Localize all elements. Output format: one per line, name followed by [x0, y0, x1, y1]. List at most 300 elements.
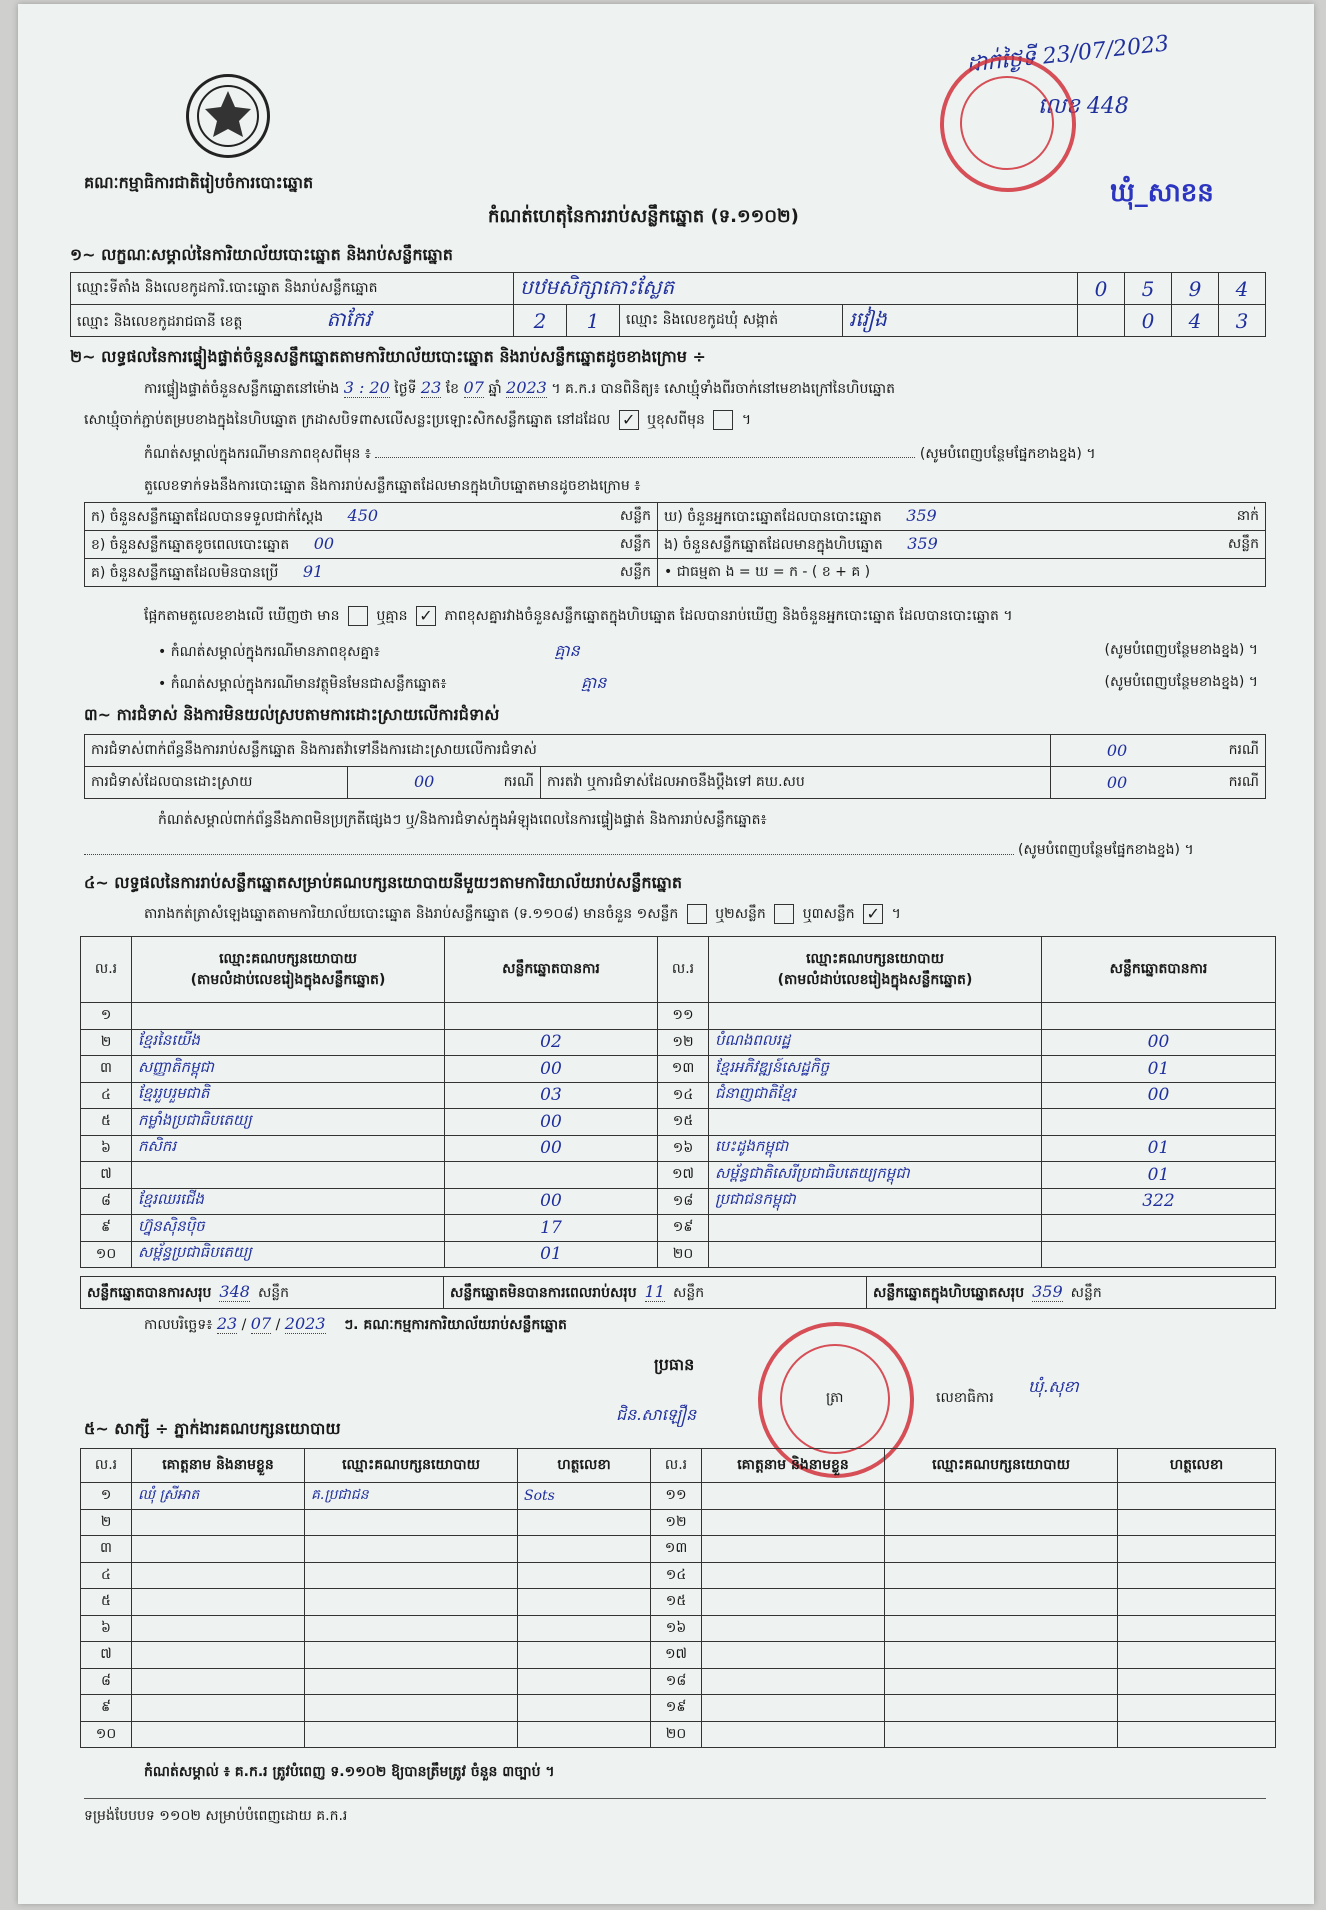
- col-party-sub-right: (តាមលំដាប់លេខរៀងក្នុងសន្លឹកឆ្នោត): [777, 971, 973, 988]
- party-name: បំណងពលរដ្ឋ: [709, 1029, 1042, 1056]
- witness-row-no: ១០: [81, 1721, 132, 1748]
- witness-row: [81, 1536, 1276, 1563]
- party-name: សម្ព័ន្ធជាតិសេរីប្រជាធិបតេយ្យកម្ពុជា: [709, 1162, 1042, 1189]
- party-row-no: ៥: [81, 1109, 132, 1136]
- section1-title: ១~ លក្ខណៈសម្គាល់នៃការិយាល័យបោះឆ្នោត និងរាប់សន្លឹកឆ្នោត: [70, 245, 453, 264]
- witness-name: [132, 1668, 305, 1695]
- party-votes: [1042, 1215, 1276, 1242]
- party-row: [81, 1003, 1276, 1030]
- witness-party: [305, 1562, 518, 1589]
- commune-code-1: 0: [1125, 305, 1172, 337]
- party-votes: 01: [1042, 1135, 1276, 1162]
- party-votes: [445, 1162, 658, 1189]
- witness-signature: [518, 1589, 651, 1616]
- formula-label: • ជាធម្មតា ង = ឃ = ក - ( ខ + គ ): [664, 564, 871, 580]
- party-name: [132, 1162, 445, 1189]
- emblem-icon: [189, 77, 267, 155]
- location-code-4: 4: [1219, 273, 1266, 305]
- witness-col-sig-right: ហត្ថលេខា: [1118, 1449, 1276, 1483]
- valid-total-label: សន្លឹកឆ្នោតបានការសរុប: [87, 1284, 212, 1301]
- witness-row: [81, 1589, 1276, 1616]
- box-total-value: 359: [1032, 1281, 1063, 1301]
- witness-signature: [518, 1721, 651, 1748]
- verification-text-c: ខែ: [445, 381, 460, 397]
- secretary-label: លេខាធិការ: [936, 1390, 994, 1406]
- party-name: [132, 1003, 445, 1030]
- witness-row-no: ១: [81, 1483, 132, 1510]
- witness-signature: [518, 1668, 651, 1695]
- party-row-no: ៩: [81, 1215, 132, 1242]
- party-row: [81, 1215, 1276, 1242]
- witness-party: [305, 1509, 518, 1536]
- verification-text-d: ឆ្នាំ: [488, 381, 502, 397]
- verification-text-a: ការផ្ទៀងផ្ទាត់ចំនួនសន្លឹកឆ្នោតនៅម៉ោង: [144, 381, 340, 397]
- witness-party: [885, 1483, 1118, 1510]
- party-row-no: ១៧: [658, 1162, 709, 1189]
- location-label: ឈ្មោះទីតាំង និងលេខកូដការិ.បោះឆ្នោត និងរាប់សន្លឹកឆ្នោត: [71, 273, 514, 305]
- witness-row-no: ៤: [81, 1562, 132, 1589]
- witness-party: [305, 1536, 518, 1563]
- footnote: កំណត់សម្គាល់ ៖ គ.ក.រ ត្រូវបំពេញ ទ.១១០២ ឱ្យបានត្រឹមត្រូវ ចំនួន ៣ច្បាប់ ។: [144, 1764, 555, 1780]
- verification-text-b: ថ្ងៃទី: [394, 381, 417, 397]
- date-year: 2023: [284, 1314, 326, 1333]
- witness-signature: [1118, 1562, 1276, 1589]
- party-row: [81, 1135, 1276, 1162]
- red-official-stamp-top: [940, 56, 1076, 192]
- unused-ballots-label: គ) ចំនួនសន្លឹកឆ្នោតដែលមិនបានប្រើ: [91, 564, 279, 581]
- spoiled-ballots-value: 00: [313, 533, 335, 553]
- foreign-object-note-value: គ្មាន: [581, 673, 607, 692]
- witness-signature: [1118, 1695, 1276, 1722]
- witness-signature: [1118, 1721, 1276, 1748]
- witness-body: [81, 1483, 1276, 1748]
- section2-title: ២~ លទ្ធផលនៃការផ្ទៀងផ្ទាត់ចំនួនសន្លឹកឆ្នោតតាមការិយាល័យបោះឆ្នោត និងរាប់សន្លឹកឆ្នោតដូចខាងក្រោម ÷: [70, 347, 706, 366]
- party-name: កសិករ: [132, 1135, 445, 1162]
- witness-party: [885, 1695, 1118, 1722]
- resolved-label: ការជំទាស់ដែលបានដោះស្រាយ: [85, 767, 348, 799]
- three-sheets-label: ឬ៣សន្លឹក: [802, 906, 855, 922]
- witness-name: [132, 1536, 305, 1563]
- difference-note-tail: (សូមបំពេញបន្ថែមផ្នែកខាងខ្នង) ។: [919, 446, 1096, 462]
- section3-title: ៣~ ការជំទាស់ និងការមិនយល់ស្របតាមការដោះស្រាយលើការជំទាស់: [84, 705, 500, 724]
- date-line: កាលបរិច្ឆេទ៖ 23 / 07 / 2023 ៗ. គណៈកម្មការការិយាល័យរាប់សន្លឹកឆ្នោត: [144, 1314, 567, 1333]
- witness-table: [80, 1448, 1276, 1748]
- verification-time: 3 : 20: [343, 378, 390, 397]
- party-row-no: ១៥: [658, 1109, 709, 1136]
- secretary-signature: ឃុំ.សុខា: [1028, 1377, 1079, 1396]
- witness-signature: [1118, 1668, 1276, 1695]
- witness-row-no: ១៤: [651, 1562, 702, 1589]
- witness-col-name-right: គោត្តនាម និងនាមខ្លួន: [702, 1449, 885, 1483]
- witness-row: [81, 1695, 1276, 1722]
- voters-value: 359: [906, 505, 937, 525]
- party-votes: 00: [1042, 1082, 1276, 1109]
- spoiled-ballots-label: ខ) ចំនួនសន្លឹកឆ្នោតខូចពេលបោះឆ្នោត: [91, 536, 290, 553]
- blue-commune-stamp: ឃុំ_សាខន: [1110, 178, 1214, 208]
- witness-col-party-right: ឈ្មោះគណបក្សនយោបាយ: [885, 1449, 1118, 1483]
- party-name: [709, 1241, 1042, 1268]
- different-checkbox[interactable]: [713, 410, 733, 430]
- party-row-no: ៨: [81, 1188, 132, 1215]
- party-row: [81, 1188, 1276, 1215]
- verification-text-e: ។ គ.ក.រ បានពិនិត្យ៖ សោឃ្មុំទាំងពីរចាក់នៅមេខាងក្រៅនៃហិបឆ្នោត: [551, 381, 895, 397]
- witness-name: [132, 1589, 305, 1616]
- party-name: សម្ព័ន្ធប្រជាធិបតេយ្យ: [132, 1241, 445, 1268]
- witness-name: [702, 1615, 885, 1642]
- two-sheets-checkbox[interactable]: [774, 904, 794, 924]
- commune-value: រវៀង: [843, 305, 1078, 337]
- party-row-no: ៤: [81, 1082, 132, 1109]
- witness-name: [702, 1642, 885, 1669]
- no-discrepancy-checkbox[interactable]: ✓: [416, 606, 436, 626]
- witness-row-no: ១៦: [651, 1615, 702, 1642]
- tally-sheets-text: តារាងកត់ត្រាសំឡេងឆ្នោតតាមការិយាល័យបោះឆ្នោត និងរាប់សន្លឹកឆ្នោត (ទ.១១០៨) មានចំនួន ១សន្លឹក: [144, 906, 679, 922]
- party-votes: 01: [1042, 1056, 1276, 1083]
- witness-signature: [1118, 1483, 1276, 1510]
- party-row: [81, 1082, 1276, 1109]
- difference-note-line: [144, 444, 1264, 465]
- one-sheet-checkbox[interactable]: [687, 904, 707, 924]
- col-party-right: [709, 937, 1042, 1003]
- unit-label: នាក់: [1236, 507, 1259, 524]
- seal-check-line: សោឃ្មុំចាក់ភ្ជាប់តម្របខាងក្នុងនៃហិបឆ្នោត ក្រដាសបិទពាសលើសន្លះប្រឡោះសិកសន្លឹកឆ្នោត នៅដដែល ✓ ឬខុសពីមុន ។: [84, 410, 752, 429]
- received-number-handwriting: លេខ 448: [1038, 94, 1129, 119]
- foreign-object-note-line: [158, 672, 1258, 696]
- party-name: ខ្មែររួបរួមជាតិ: [132, 1082, 445, 1109]
- party-votes: 322: [1042, 1188, 1276, 1215]
- unit-label: សន្លឹក: [619, 535, 651, 552]
- province-code-1: 2: [514, 305, 567, 337]
- party-row-no: ១៩: [658, 1215, 709, 1242]
- party-row-no: ១២: [658, 1029, 709, 1056]
- witness-name: [702, 1695, 885, 1722]
- witness-name: [702, 1589, 885, 1616]
- appeal-value: 00: [1051, 767, 1184, 799]
- province-cell: [71, 305, 514, 337]
- witness-signature: [1118, 1642, 1276, 1669]
- date-month: 07: [250, 1314, 272, 1333]
- witness-signature: [518, 1562, 651, 1589]
- party-row: [81, 1056, 1276, 1083]
- party-votes: 00: [445, 1188, 658, 1215]
- witness-signature: Sots: [518, 1483, 651, 1510]
- discrepancy-note-tail: (សូមបំពេញបន្ថែមខាងខ្នង) ។: [1104, 642, 1258, 658]
- difference-note-label: កំណត់សម្គាល់ក្នុងករណីមានភាពខុសពីមុន ៖: [144, 446, 371, 462]
- party-row-no: ៧: [81, 1162, 132, 1189]
- irregularity-note: កំណត់សម្គាល់ពាក់ព័ន្ធនឹងភាពមិនប្រក្រតីផ្សេងៗ ឬ/និងការជំទាស់ក្នុងអំឡុងពេលនៃការផ្ទៀងផ្ទាត់ និងការរាប់សន្លឹកឆ្នោត៖: [158, 812, 767, 828]
- party-row-no: ៦: [81, 1135, 132, 1162]
- witness-name: [702, 1536, 885, 1563]
- witness-name: [132, 1695, 305, 1722]
- party-votes: 00: [445, 1135, 658, 1162]
- figures-intro: តួលេខទាក់ទងនឹងការបោះឆ្នោត និងការរាប់សន្លឹកឆ្នោតដែលមានក្នុងហិបឆ្នោតមានដូចខាងក្រោម ៖: [144, 478, 641, 494]
- invalid-total-value: 11: [644, 1281, 665, 1301]
- party-votes: [1042, 1003, 1276, 1030]
- figures-row: [85, 503, 1266, 531]
- resolved-unit: ករណី: [503, 774, 534, 790]
- party-votes: 17: [445, 1215, 658, 1242]
- col-votes-right: សន្លឹកឆ្នោតបានការ: [1042, 937, 1276, 1003]
- witness-name: [702, 1483, 885, 1510]
- witness-row-no: ៧: [81, 1642, 132, 1669]
- party-row-no: ២០: [658, 1241, 709, 1268]
- witness-signature: [518, 1536, 651, 1563]
- party-row-no: ១៦: [658, 1135, 709, 1162]
- party-votes: 01: [1042, 1162, 1276, 1189]
- witness-signature: [518, 1695, 651, 1722]
- witness-row-no: ២: [81, 1509, 132, 1536]
- box-total-unit: សន្លឹក: [1070, 1284, 1102, 1301]
- witness-row: [81, 1721, 1276, 1748]
- witness-party: [305, 1668, 518, 1695]
- witness-row: [81, 1509, 1276, 1536]
- seal-check-text: សោឃ្មុំចាក់ភ្ជាប់តម្របខាងក្នុងនៃហិបឆ្នោត ក្រដាសបិទពាសលើសន្លះប្រឡោះសិកសន្លឹកឆ្នោត នៅដដែល: [84, 412, 611, 428]
- province-label: ឈ្មោះ និងលេខកូដរាជធានី ខេត្ត: [77, 313, 243, 330]
- party-name: [709, 1003, 1042, 1030]
- received-date-handwriting: ដាក់ថ្ងៃទី 23/07/2023: [965, 31, 1171, 78]
- two-sheets-label: ឬ២សន្លឹក: [715, 906, 766, 922]
- date-label: កាលបរិច្ឆេទ៖: [144, 1317, 213, 1333]
- party-row-no: ១១: [658, 1003, 709, 1030]
- irregularity-note-tail: (សូមបំពេញបន្ថែមផ្នែកខាងខ្នង) ។: [1018, 842, 1194, 858]
- commune-code-2: 4: [1172, 305, 1219, 337]
- party-votes: 02: [445, 1029, 658, 1056]
- party-results-table: [80, 936, 1276, 1268]
- box-total-label: សន្លឹកឆ្នោតក្នុងហិបឆ្នោតសរុប: [873, 1284, 1025, 1301]
- witness-row-no: ៦: [81, 1615, 132, 1642]
- verification-month: 07: [463, 378, 484, 397]
- commune-code-3: 3: [1219, 305, 1266, 337]
- witness-party: [305, 1615, 518, 1642]
- party-votes: 00: [1042, 1029, 1276, 1056]
- unused-ballots-value: 91: [302, 561, 324, 581]
- party-name: បេះដូងកម្ពុជា: [709, 1135, 1042, 1162]
- col-no: ល.រ: [81, 937, 132, 1003]
- witness-party: [885, 1668, 1118, 1695]
- commune-label: ឈ្មោះ និងលេខកូដឃុំ សង្កាត់: [620, 305, 843, 337]
- witness-party: គ.ប្រជាជន: [305, 1483, 518, 1510]
- received-ballots-label: ក) ចំនួនសន្លឹកឆ្នោតដែលបានទទួលជាក់ស្តែង: [91, 508, 324, 525]
- witness-name: ឈុំ ស្រីអាត: [132, 1483, 305, 1510]
- foreign-object-note-tail: (សូមបំពេញបន្ថែមខាងខ្នង) ។: [1104, 674, 1258, 690]
- discrepancy-note-line: [158, 640, 1258, 664]
- witness-col-name: គោត្តនាម និងនាមខ្លួន: [132, 1449, 305, 1483]
- figures-row: [85, 559, 1266, 587]
- location-code-1: 0: [1078, 273, 1125, 305]
- witness-party: [885, 1721, 1118, 1748]
- received-ballots-value: 450: [347, 505, 379, 525]
- org-name: គណៈកម្មាធិការជាតិរៀបចំការបោះឆ្នោត: [84, 173, 314, 192]
- witness-signature: [1118, 1615, 1276, 1642]
- party-votes: [1042, 1241, 1276, 1268]
- date-day: 23: [216, 1314, 238, 1333]
- witness-name: [132, 1721, 305, 1748]
- witness-party: [885, 1536, 1118, 1563]
- form-sheet: [18, 4, 1314, 1904]
- party-name: ហ្វ៊ុនស៊ិនប៉ិច: [132, 1215, 445, 1242]
- three-sheets-checkbox[interactable]: ✓: [863, 904, 883, 924]
- party-name: ប្រជាជនកម្ពុជា: [709, 1188, 1042, 1215]
- witness-party: [885, 1642, 1118, 1669]
- verification-day: 23: [420, 378, 442, 397]
- witness-signature: [518, 1615, 651, 1642]
- form-footer: ទម្រង់បែបបទ ១១០២ សម្រាប់បំពេញដោយ គ.ក.រ: [84, 1808, 348, 1824]
- party-votes: [1042, 1109, 1276, 1136]
- witness-name: [132, 1509, 305, 1536]
- section5-title: ៥~ សាក្សី ÷ ភ្នាក់ងារគណបក្សនយោបាយ: [84, 1419, 341, 1438]
- discrepancy-text-b: ឬគ្មាន: [376, 608, 408, 624]
- witness-col-party: ឈ្មោះគណបក្សនយោបាយ: [305, 1449, 518, 1483]
- col-votes: សន្លឹកឆ្នោតបានការ: [445, 937, 658, 1003]
- witness-name: [132, 1642, 305, 1669]
- witness-row-no: ១៥: [651, 1589, 702, 1616]
- witness-row: [81, 1642, 1276, 1669]
- party-row-no: ២: [81, 1029, 132, 1056]
- party-row-no: ១៨: [658, 1188, 709, 1215]
- chair-label: ប្រធាន: [654, 1355, 695, 1374]
- bottom-rule: [84, 1798, 1266, 1799]
- different-label: ឬខុសពីមុន: [647, 412, 705, 428]
- witness-signature: [1118, 1589, 1276, 1616]
- party-name: កម្លាំងប្រជាធិបតេយ្យ: [132, 1109, 445, 1136]
- discrepancy-text-c: ភាពខុសគ្នារវាងចំនួនសន្លឹកឆ្នោតក្នុងហិបឆ្នោត ដែលបានរាប់ឃើញ និងចំនួនអ្នកបោះឆ្នោត ដែលបានបោះឆ្នោត ។: [444, 608, 1013, 624]
- party-name: [709, 1215, 1042, 1242]
- party-row: [81, 1029, 1276, 1056]
- witness-row: [81, 1615, 1276, 1642]
- location-value: បឋមសិក្សាកោះស្លែត: [514, 273, 1078, 305]
- witness-name: [702, 1721, 885, 1748]
- witness-col-no: ល.រ: [81, 1449, 132, 1483]
- has-discrepancy-checkbox[interactable]: [348, 606, 368, 626]
- witness-party: [305, 1695, 518, 1722]
- province-code-2: 1: [567, 305, 620, 337]
- party-row-no: ៣: [81, 1056, 132, 1083]
- unit-label: សន្លឹក: [1227, 535, 1259, 552]
- witness-row-no: ២០: [651, 1721, 702, 1748]
- col-party: [132, 937, 445, 1003]
- witness-row-no: ៥: [81, 1589, 132, 1616]
- form-title: កំណត់ហេតុនៃការរាប់សន្លឹកឆ្នោត (ទ.១១០២): [488, 206, 799, 227]
- party-name: ខ្មែរឈរជើង: [132, 1188, 445, 1215]
- party-name: ជំនាញជាតិខ្មែរ: [709, 1082, 1042, 1109]
- witness-signature: [518, 1642, 651, 1669]
- party-row: [81, 1241, 1276, 1268]
- party-name: ខ្មែរអភិវឌ្ឍន៍សេដ្ឋកិច្ច: [709, 1056, 1042, 1083]
- objection-unit: ករណី: [1183, 735, 1266, 767]
- section4-title: ៤~ លទ្ធផលនៃការរាប់សន្លឹកឆ្នោតសម្រាប់គណបក្សនយោបាយនីមួយៗតាមការិយាល័យរាប់សន្លឹកឆ្នោត: [84, 873, 683, 892]
- witness-name: [702, 1562, 885, 1589]
- col-no-right: ល.រ: [658, 937, 709, 1003]
- witness-signature: [1118, 1509, 1276, 1536]
- witness-row: [81, 1668, 1276, 1695]
- section1-table: [70, 272, 1266, 337]
- party-name: [709, 1109, 1042, 1136]
- witness-party: [885, 1615, 1118, 1642]
- witness-party: [305, 1589, 518, 1616]
- discrepancy-note-label: • កំណត់សម្គាល់ក្នុងករណីមានភាពខុសគ្នា៖: [158, 644, 380, 660]
- witness-row-no: ៩: [81, 1695, 132, 1722]
- tally-sheets-line: តារាងកត់ត្រាសំឡេងឆ្នោតតាមការិយាល័យបោះឆ្នោត និងរាប់សន្លឹកឆ្នោត (ទ.១១០៨) មានចំនួន ១សន្លឹក ឬ២សន្លឹក ឬ៣សន្លឹក ✓ ។: [144, 904, 901, 923]
- verification-year: 2023: [506, 378, 547, 397]
- objections-table: [84, 734, 1266, 799]
- appeal-label: ការតវ៉ា ឬការជំទាស់ដែលអាចនឹងប្តឹងទៅ គឃ.សប: [541, 767, 1051, 799]
- resolved-value: 00: [414, 772, 435, 791]
- witness-col-no-right: ល.រ: [651, 1449, 702, 1483]
- witness-party: [885, 1589, 1118, 1616]
- voters-label: ឃ) ចំនួនអ្នកបោះឆ្នោតដែលបានបោះឆ្នោត: [664, 508, 882, 525]
- party-votes: 01: [445, 1241, 658, 1268]
- witness-signature: [1118, 1536, 1276, 1563]
- witness-row-no: ១៩: [651, 1695, 702, 1722]
- witness-row: [81, 1483, 1276, 1510]
- witness-party: [305, 1721, 518, 1748]
- party-row-no: ១: [81, 1003, 132, 1030]
- witness-row-no: ១៣: [651, 1536, 702, 1563]
- witness-party: [305, 1642, 518, 1669]
- witness-row-no: ៨: [81, 1668, 132, 1695]
- chair-signature: ជិន.សាឡឿន: [616, 1405, 697, 1424]
- party-votes: [445, 1003, 658, 1030]
- objection-value: 00: [1051, 735, 1184, 767]
- witness-col-sig: ហត្ថលេខា: [518, 1449, 651, 1483]
- location-code-3: 9: [1172, 273, 1219, 305]
- invalid-total-unit: សន្លឹក: [672, 1284, 705, 1301]
- witness-party: [885, 1562, 1118, 1589]
- valid-total-unit: សន្លឹក: [257, 1284, 290, 1301]
- party-votes: 00: [445, 1056, 658, 1083]
- witness-name: [702, 1509, 885, 1536]
- unit-label: សន្លឹក: [619, 563, 651, 580]
- party-row-no: ១៤: [658, 1082, 709, 1109]
- discrepancy-note-value: គ្មាន: [554, 641, 580, 660]
- figures-row: [85, 531, 1266, 559]
- seal-label: ត្រា: [826, 1390, 844, 1406]
- witness-name: [132, 1615, 305, 1642]
- invalid-total-label: សន្លឹកឆ្នោតមិនបានការពេលរាប់សរុប: [450, 1284, 637, 1301]
- ballots-in-box-label: ង) ចំនួនសន្លឹកឆ្នោតដែលមានក្នុងហិបឆ្នោត: [664, 536, 883, 553]
- witness-party: [885, 1509, 1118, 1536]
- party-row: [81, 1109, 1276, 1136]
- party-name: ខ្មែរនៃយើង: [132, 1029, 445, 1056]
- same-checkbox[interactable]: ✓: [619, 410, 639, 430]
- nec-emblem-logo: [186, 74, 270, 158]
- witness-row-no: ១៧: [651, 1642, 702, 1669]
- foreign-object-note-label: • កំណត់សម្គាល់ក្នុងករណីមានវត្ថុមិនមែនជាសន្លឹកឆ្នោត៖: [158, 676, 447, 692]
- party-row: [81, 1162, 1276, 1189]
- figures-table: [84, 502, 1266, 587]
- irregularity-note-dots: [84, 840, 1014, 855]
- party-row-no: ១០: [81, 1241, 132, 1268]
- col-party-title: ឈ្មោះគណបក្សនយោបាយ: [219, 950, 357, 967]
- appeal-unit: ករណី: [1183, 767, 1266, 799]
- ballots-in-box-value: 359: [907, 533, 938, 553]
- party-votes: 00: [445, 1109, 658, 1136]
- committee-label: ៗ. គណៈកម្មការការិយាល័យរាប់សន្លឹកឆ្នោត: [343, 1317, 567, 1333]
- party-row-no: ១៣: [658, 1056, 709, 1083]
- unit-label: សន្លឹក: [619, 507, 651, 524]
- discrepancy-text-a: ផ្អែកតាមតួលេខខាងលើ ឃើញថា មាន: [144, 608, 340, 624]
- witness-row: [81, 1562, 1276, 1589]
- party-results-body: [81, 1003, 1276, 1268]
- witness-row-no: ១២: [651, 1509, 702, 1536]
- verification-line: [144, 378, 895, 400]
- discrepancy-line: [144, 606, 1013, 627]
- col-party-title-right: ឈ្មោះគណបក្សនយោបាយ: [806, 950, 944, 967]
- witness-row-no: ១៨: [651, 1668, 702, 1695]
- totals-table: [80, 1276, 1276, 1309]
- witness-name: [702, 1668, 885, 1695]
- party-name: សញ្ញាតិកម្ពុជា: [132, 1056, 445, 1083]
